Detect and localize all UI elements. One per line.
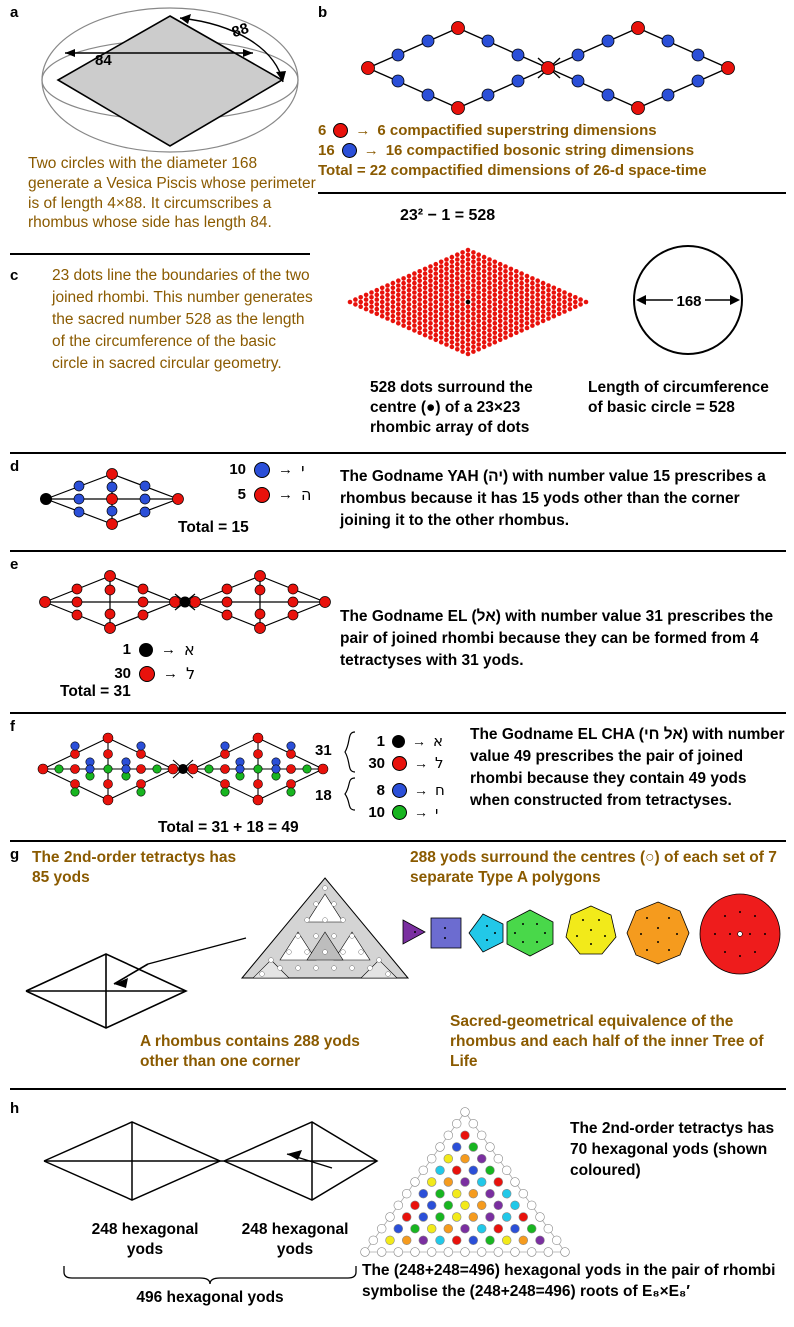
panel-d-legend-2-num: 5 [237,486,246,503]
panel-b-legend-2-text: 16 compactified bosonic string dimensions [385,142,695,159]
black-dot-icon [139,643,153,657]
panel-f-legend-1-hebrew: א [433,732,444,750]
divider-a-c [10,253,310,255]
panel-f-joined-rhombi-figure [28,724,338,819]
brace-wide-icon [60,1264,360,1284]
panel-b-legend-1-text: 6 compactified superstring dimensions [377,122,657,139]
panel-h-brace-total: 496 hexagonal yods [136,1289,284,1306]
panel-b-total: Total = 22 compactified dimensions of 26-d space-time [318,162,707,179]
panel-f-legend-3-hebrew: ח [435,781,445,799]
panel-h-letter: h [10,1100,20,1117]
panel-e-letter: e [10,556,19,573]
panel-f-legend-3-num: 8 [376,781,385,799]
panel-h-label-left: 248 hexagonal yods [91,1221,199,1259]
black-dot-icon [392,735,405,748]
panel-e-joined-rhombi-figure [30,562,340,642]
seven-polygons-figure [395,892,785,992]
divider-before-g [10,840,786,842]
panel-c-letter: c [10,267,19,284]
panel-e-legend-1-hebrew: א [184,640,195,659]
panel-d-rhombus-figure [32,464,202,534]
rhombic-dot-array-figure [338,238,598,368]
panel-e-legend-1-num: 1 [122,641,131,658]
panel-a-dim-long: 88 [229,19,251,42]
basic-circle-figure [618,238,758,368]
panel-d-text: The Godname YAH (יה) with number value 15 prescribes a rhombus because it has 15 yods other than the corner joining it to the other rhombus. [340,468,766,529]
panel-a-caption: Two circles with the diameter 168 generate a Vesica Piscis whose perimeter is of length 4×88. It circumscribes a rhombus whose side has length 84. [28,155,316,232]
divider-before-h [10,1088,786,1090]
svg-text:168: 168 [676,293,702,310]
divider-b-equation [318,192,786,194]
panel-e-text: The Godname EL (אל) with number value 31 prescribes the pair of joined rhombi because they can be formed from 4 tetractyses with 31 yods. [340,608,774,669]
panel-g-caption-left: A rhombus contains 288 yods other than one corner [140,1033,360,1070]
panel-e-legend-2-num: 30 [114,665,131,682]
panel-h-joined-rhombi-figure [32,1106,392,1216]
panel-g-text-left: The 2nd-order tetractys has 85 yods [32,849,237,886]
panel-f-legend-2-hebrew: ל [435,754,444,772]
panel-b-caption-left: 528 dots surround the centre (●) of a 23×23 rhombic array of dots [370,379,533,437]
panel-f-legend-2-num: 30 [368,754,385,772]
blue-dot-icon [342,143,357,158]
panel-f-brace1-label: 31 [315,742,332,759]
panel-g-letter: g [10,846,20,863]
blue-dot-icon [254,462,270,478]
panel-e-total: Total = 31 [60,683,131,700]
panel-b-legend-2-num: 16 [318,142,335,159]
panel-a-dim-short: 84 [95,52,112,69]
divider-before-d [10,452,786,454]
red-dot-icon [139,666,155,682]
divider-before-f [10,712,786,714]
blue-dot-icon [392,783,407,798]
red-dot-icon [392,756,407,771]
panel-f-legend-4-num: 10 [368,803,385,821]
panel-d-letter: d [10,458,20,475]
panel-h-caption-bottom: The (248+248=496) hexagonal yods in the pair of rhombi symbolise the (248+248=496) roots of E₈×E₈′ [362,1262,776,1301]
panel-g-caption-right: Sacred-geometrical equivalence of the rhombus and each half of the inner Tree of Life [450,1013,764,1070]
panel-a-letter: a [10,4,19,21]
panel-f-text: The Godname EL CHA (אל חי) with number value 49 prescribes the pair of joined rhombi because they contain 49 yods when constructed from tetractyses. [470,726,785,809]
panel-e-legend-2-hebrew: ל [186,664,196,683]
panel-b-letter: b [318,4,328,21]
vesica-piscis-figure [35,8,305,158]
panel-f-brace2-label: 18 [315,787,332,804]
panel-h-text-right: The 2nd-order tetractys has 70 hexagonal yods (shown coloured) [570,1120,775,1180]
panel-b-legend-1-num: 6 [318,122,327,139]
panel-g-text-right: 288 yods surround the centres (○) of each set of 7 separate Type A polygons [410,849,777,886]
panel-b-caption-right: Length of circumference of basic circle = 528 [588,379,769,417]
panel-d-legend-1-num: 10 [229,461,246,478]
tetractys-70-hexagonal-yods-figure [360,1106,570,1256]
panel-f-total: Total = 31 + 18 = 49 [158,819,299,836]
green-dot-icon [392,805,407,820]
red-dot-icon [333,123,348,138]
panel-d-total: Total = 15 [178,519,249,536]
panel-f-legend-4-hebrew: י [435,803,439,821]
panel-g-rhombus-figure [18,936,263,1041]
panel-f-legend-1-num: 1 [376,732,385,750]
joined-rhombi-dots-figure [348,8,768,123]
panel-d-legend-1-hebrew: י [301,460,305,479]
panel-f-letter: f [10,718,15,735]
divider-before-e [10,550,786,552]
tetractys-85-yods-figure [238,874,413,984]
panel-h-label-right: 248 hexagonal yods [241,1221,349,1259]
panel-d-legend-2-hebrew: ה [301,485,312,504]
brace-icon [341,730,357,820]
panel-b-equation: 23² − 1 = 528 [400,207,496,224]
panel-c-text: 23 dots line the boundaries of the two joined rhombi. This number generates the sacred number 528 as the length of the circumference of the basic circle in sacred circular geometry. [52,267,313,372]
red-dot-icon [254,487,270,503]
